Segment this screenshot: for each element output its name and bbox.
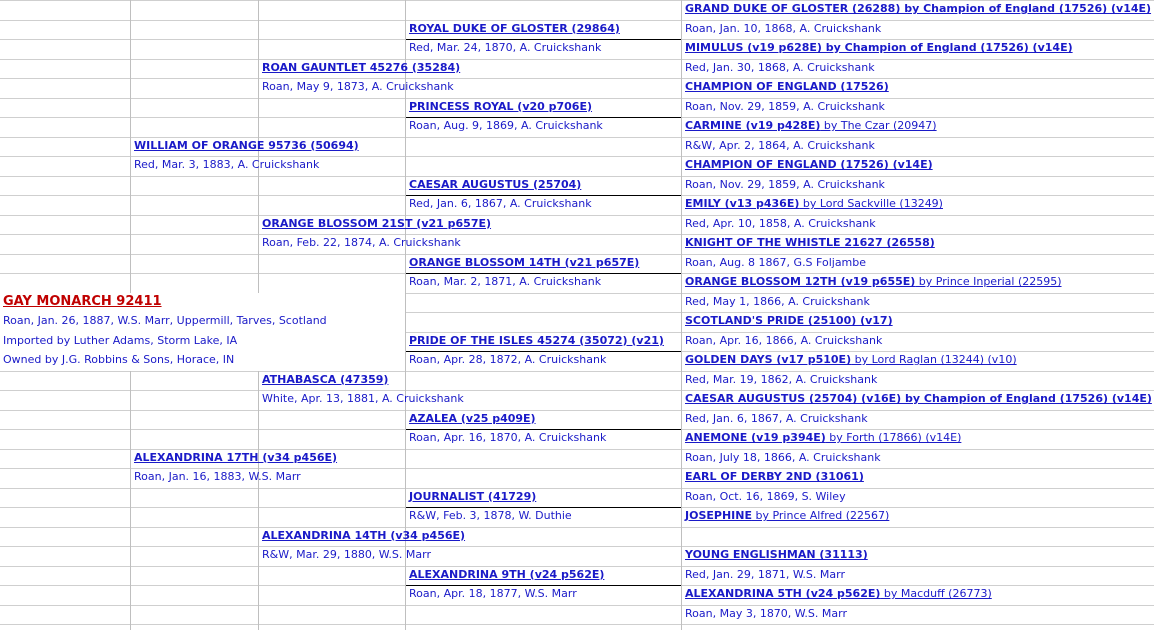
great-grand-parent-name[interactable]	[682, 78, 1152, 98]
great-grand-parent-name[interactable]	[682, 273, 1152, 293]
subject-name-text[interactable]: GAY MONARCH 92411	[3, 293, 162, 309]
grand-parent-name-text[interactable]: PRINCESS ROYAL (v20 p706E)	[409, 99, 593, 113]
great-grand-parent-name-text[interactable]: JOSEPHINE	[685, 509, 752, 522]
grand-parent-name-text[interactable]: AZALEA (v25 p409E)	[409, 411, 536, 425]
parent-of-parent-name[interactable]	[259, 59, 461, 79]
row-rule	[0, 527, 1154, 528]
sire-reference[interactable]: by Lord Sackville (13249)	[799, 197, 943, 210]
grand-parent-name[interactable]	[406, 254, 681, 274]
great-grand-parent-name[interactable]	[682, 156, 1152, 176]
parent-of-parent-name-text[interactable]: ORANGE BLOSSOM 21ST (v21 p657E)	[262, 216, 492, 230]
great-grand-parent-info	[682, 254, 1152, 274]
parent-of-parent-info	[259, 234, 461, 254]
great-grand-parent-info	[682, 410, 1152, 430]
great-grand-parent-name-text[interactable]: GOLDEN DAYS (v17 p510E)	[685, 353, 852, 366]
sire-reference[interactable]: by Forth (17866) (v14E)	[825, 431, 962, 444]
grand-parent-info	[406, 351, 681, 371]
grand-parent-name[interactable]	[406, 410, 681, 430]
parent-of-parent-name[interactable]	[259, 215, 492, 235]
great-grand-parent-name-text[interactable]: ANEMONE (v19 p394E)	[685, 431, 826, 444]
great-grand-parent-name[interactable]	[682, 39, 1152, 59]
parent-of-parent-info	[259, 78, 454, 98]
subject-owned	[0, 351, 405, 371]
parent-of-parent-info-text: Roan, May 9, 1873, A. Cruickshank	[262, 80, 454, 93]
great-grand-parent-name[interactable]	[682, 0, 1152, 20]
parent-info-text: Roan, Jan. 16, 1883, W.S. Marr	[134, 470, 301, 483]
connector-line	[406, 39, 681, 40]
grand-parent-info-text: Roan, Apr. 28, 1872, A. Cruickshank	[409, 353, 607, 366]
great-grand-parent-name-text[interactable]: SCOTLAND'S PRIDE (25100) (v17)	[685, 314, 893, 327]
great-grand-parent-info	[682, 332, 1152, 352]
great-grand-parent-info	[682, 59, 1152, 79]
grand-parent-name[interactable]	[406, 176, 681, 196]
great-grand-parent-name-text[interactable]: CARMINE (v19 p428E)	[685, 119, 821, 132]
great-grand-parent-name[interactable]	[682, 234, 1152, 254]
row-rule	[0, 624, 1154, 625]
grand-parent-name-text[interactable]: JOURNALIST (41729)	[409, 489, 537, 503]
grand-parent-info	[406, 585, 681, 605]
great-grand-parent-name-text[interactable]: EARL OF DERBY 2ND (31061)	[685, 470, 864, 483]
parent-of-parent-info	[259, 390, 464, 410]
parent-name[interactable]	[131, 137, 359, 157]
great-grand-parent-name[interactable]	[682, 468, 1152, 488]
great-grand-parent-name-text[interactable]: ALEXANDRINA 5TH (v24 p562E)	[685, 587, 881, 600]
great-grand-parent-name[interactable]	[682, 546, 1152, 566]
great-grand-parent-name-text[interactable]: KNIGHT OF THE WHISTLE 21627 (26558)	[685, 236, 935, 249]
great-grand-parent-name[interactable]	[682, 585, 1152, 605]
grand-parent-info	[406, 273, 681, 293]
great-grand-parent-name[interactable]	[682, 390, 1152, 410]
great-grand-parent-info-text: Roan, July 18, 1866, A. Cruickshank	[685, 450, 881, 464]
great-grand-parent-info-text: Red, Jan. 30, 1868, A. Cruickshank	[685, 60, 875, 74]
grand-parent-name[interactable]	[406, 488, 681, 508]
parent-of-parent-info	[259, 546, 431, 566]
grand-parent-info	[406, 39, 681, 59]
sire-reference[interactable]: by Prince Inperial (22595)	[915, 275, 1062, 288]
grand-parent-name-text[interactable]: PRIDE OF THE ISLES 45274 (35072) (v21)	[409, 333, 664, 347]
grand-parent-info-text: Roan, Apr. 16, 1870, A. Cruickshank	[409, 431, 607, 444]
great-grand-parent-info	[682, 20, 1152, 40]
parent-of-parent-info-text: White, Apr. 13, 1881, A. Cruickshank	[262, 392, 464, 405]
great-grand-parent-name-text[interactable]: CHAMPION OF ENGLAND (17526)	[685, 80, 889, 93]
connector-line	[406, 351, 681, 352]
grand-parent-name[interactable]	[406, 20, 681, 40]
connector-line	[406, 429, 681, 430]
great-grand-parent-info	[682, 371, 1152, 391]
great-grand-parent-info-text: Red, Jan. 29, 1871, W.S. Marr	[685, 567, 845, 581]
great-grand-parent-info-text: Roan, Aug. 8 1867, G.S Foljambe	[685, 255, 867, 269]
great-grand-parent-info	[682, 98, 1152, 118]
great-grand-parent-name-text[interactable]: GRAND DUKE OF GLOSTER (26288) by Champion of England (17526) (v14E)	[685, 2, 1152, 15]
great-grand-parent-info-text: Red, May 1, 1866, A. Cruickshank	[685, 294, 870, 308]
great-grand-parent-info-text: R&W, Apr. 2, 1864, A. Cruickshank	[685, 138, 875, 152]
grand-parent-info-text: Roan, Mar. 2, 1871, A. Cruickshank	[409, 275, 602, 288]
great-grand-parent-info	[682, 176, 1152, 196]
parent-info	[131, 468, 301, 488]
subject-info	[0, 312, 405, 332]
great-grand-parent-info-text: Roan, Apr. 16, 1866, A. Cruickshank	[685, 333, 883, 347]
great-grand-parent-info	[682, 605, 1152, 625]
subject-imported-text: Imported by Luther Adams, Storm Lake, IA	[3, 333, 238, 347]
grand-parent-info-text: Roan, Aug. 9, 1869, A. Cruickshank	[409, 119, 603, 132]
great-grand-parent-name-text[interactable]: CHAMPION OF ENGLAND (17526) (v14E)	[685, 158, 933, 171]
grand-parent-info	[406, 429, 681, 449]
grand-parent-info	[406, 195, 681, 215]
great-grand-parent-name-text[interactable]: EMILY (v13 p436E)	[685, 197, 800, 210]
sire-reference[interactable]: by Lord Raglan (13244) (v10)	[851, 353, 1017, 366]
parent-name-text[interactable]: ALEXANDRINA 17TH (v34 p456E)	[134, 450, 338, 464]
great-grand-parent-info-text: Red, Jan. 6, 1867, A. Cruickshank	[685, 411, 868, 425]
great-grand-parent-info	[682, 215, 1152, 235]
parent-of-parent-name-text[interactable]: ATHABASCA (47359)	[262, 372, 389, 386]
grand-parent-name[interactable]	[406, 566, 681, 586]
sire-reference[interactable]: by Macduff (26773)	[880, 587, 992, 600]
grand-parent-info-text: Red, Jan. 6, 1867, A. Cruickshank	[409, 197, 592, 210]
great-grand-parent-name-text[interactable]: MIMULUS (v19 p628E) by Champion of England (17526) (v14E)	[685, 41, 1073, 54]
subject-owned-text: Owned by J.G. Robbins & Sons, Horace, IN	[3, 353, 235, 366]
great-grand-parent-name[interactable]	[682, 312, 1152, 332]
great-grand-parent-info-text: Roan, Jan. 10, 1868, A. Cruickshank	[685, 21, 882, 35]
grand-parent-info	[406, 507, 681, 527]
parent-name-text[interactable]: WILLIAM OF ORANGE 95736 (50694)	[134, 138, 359, 152]
great-grand-parent-info-text: Roan, May 3, 1870, W.S. Marr	[685, 606, 847, 620]
parent-info-text: Red, Mar. 3, 1883, A. Cruickshank	[134, 158, 320, 171]
parent-of-parent-info-text: Roan, Feb. 22, 1874, A. Cruickshank	[262, 236, 461, 249]
great-grand-parent-name-text[interactable]: CAESAR AUGUSTUS (25704) (v16E) by Champion of England (17526) (v14E)	[685, 392, 1152, 405]
parent-info	[131, 156, 320, 176]
great-grand-parent-info-text: Roan, Oct. 16, 1869, S. Wiley	[685, 489, 846, 503]
subject-imported	[0, 332, 405, 352]
great-grand-parent-info	[682, 293, 1152, 313]
grand-parent-name-text[interactable]: CAESAR AUGUSTUS (25704)	[409, 177, 582, 191]
connector-line	[406, 273, 681, 274]
parent-of-parent-name-text[interactable]: ROAN GAUNTLET 45276 (35284)	[262, 60, 461, 74]
great-grand-parent-info	[682, 488, 1152, 508]
parent-of-parent-info-text: R&W, Mar. 29, 1880, W.S. Marr	[262, 548, 431, 561]
connector-line	[406, 117, 681, 118]
grand-parent-name[interactable]	[406, 98, 681, 118]
great-grand-parent-info-text: Roan, Nov. 29, 1859, A. Cruickshank	[685, 99, 885, 113]
great-grand-parent-name-text[interactable]: ORANGE BLOSSOM 12TH (v19 p655E)	[685, 275, 916, 288]
grand-parent-info	[406, 117, 681, 137]
connector-line	[406, 507, 681, 508]
great-grand-parent-info	[682, 137, 1152, 157]
connector-line	[406, 585, 681, 586]
parent-of-parent-name-text[interactable]: ALEXANDRINA 14TH (v34 p456E)	[262, 528, 466, 542]
column-rule	[405, 293, 406, 371]
grand-parent-info-text: Roan, Apr. 18, 1877, W.S. Marr	[409, 587, 577, 600]
great-grand-parent-info	[682, 566, 1152, 586]
grand-parent-info-text: Red, Mar. 24, 1870, A. Cruickshank	[409, 41, 602, 54]
grand-parent-name-text[interactable]: ALEXANDRINA 9TH (v24 p562E)	[409, 567, 605, 581]
grand-parent-name[interactable]	[406, 332, 681, 352]
great-grand-parent-name[interactable]	[682, 507, 1152, 527]
great-grand-parent-info	[682, 449, 1152, 469]
grand-parent-name-text[interactable]: ORANGE BLOSSOM 14TH (v21 p657E)	[409, 255, 640, 269]
great-grand-parent-name[interactable]	[682, 429, 1152, 449]
parent-of-parent-name[interactable]	[259, 527, 466, 547]
subject-info-text: Roan, Jan. 26, 1887, W.S. Marr, Uppermill, Tarves, Scotland	[3, 314, 327, 327]
great-grand-parent-name[interactable]	[682, 195, 1152, 215]
subject-name[interactable]	[0, 293, 405, 313]
parent-name[interactable]	[131, 449, 338, 469]
parent-of-parent-name[interactable]	[259, 371, 405, 391]
great-grand-parent-name-text[interactable]: YOUNG ENGLISHMAN (31113)	[685, 548, 868, 561]
great-grand-parent-name[interactable]	[682, 117, 1152, 137]
grand-parent-name-text[interactable]: ROYAL DUKE OF GLOSTER (29864)	[409, 21, 620, 35]
sire-reference[interactable]: by Prince Alfred (22567)	[751, 509, 890, 522]
great-grand-parent-info-text: Roan, Nov. 29, 1859, A. Cruickshank	[685, 177, 885, 191]
great-grand-parent-name[interactable]	[682, 351, 1152, 371]
great-grand-parent-info-text: Red, Apr. 10, 1858, A. Cruickshank	[685, 216, 876, 230]
grand-parent-info-text: R&W, Feb. 3, 1878, W. Duthie	[409, 509, 572, 522]
sire-reference[interactable]: by The Czar (20947)	[820, 119, 937, 132]
great-grand-parent-info-text: Red, Mar. 19, 1862, A. Cruickshank	[685, 372, 878, 386]
connector-line	[406, 195, 681, 196]
